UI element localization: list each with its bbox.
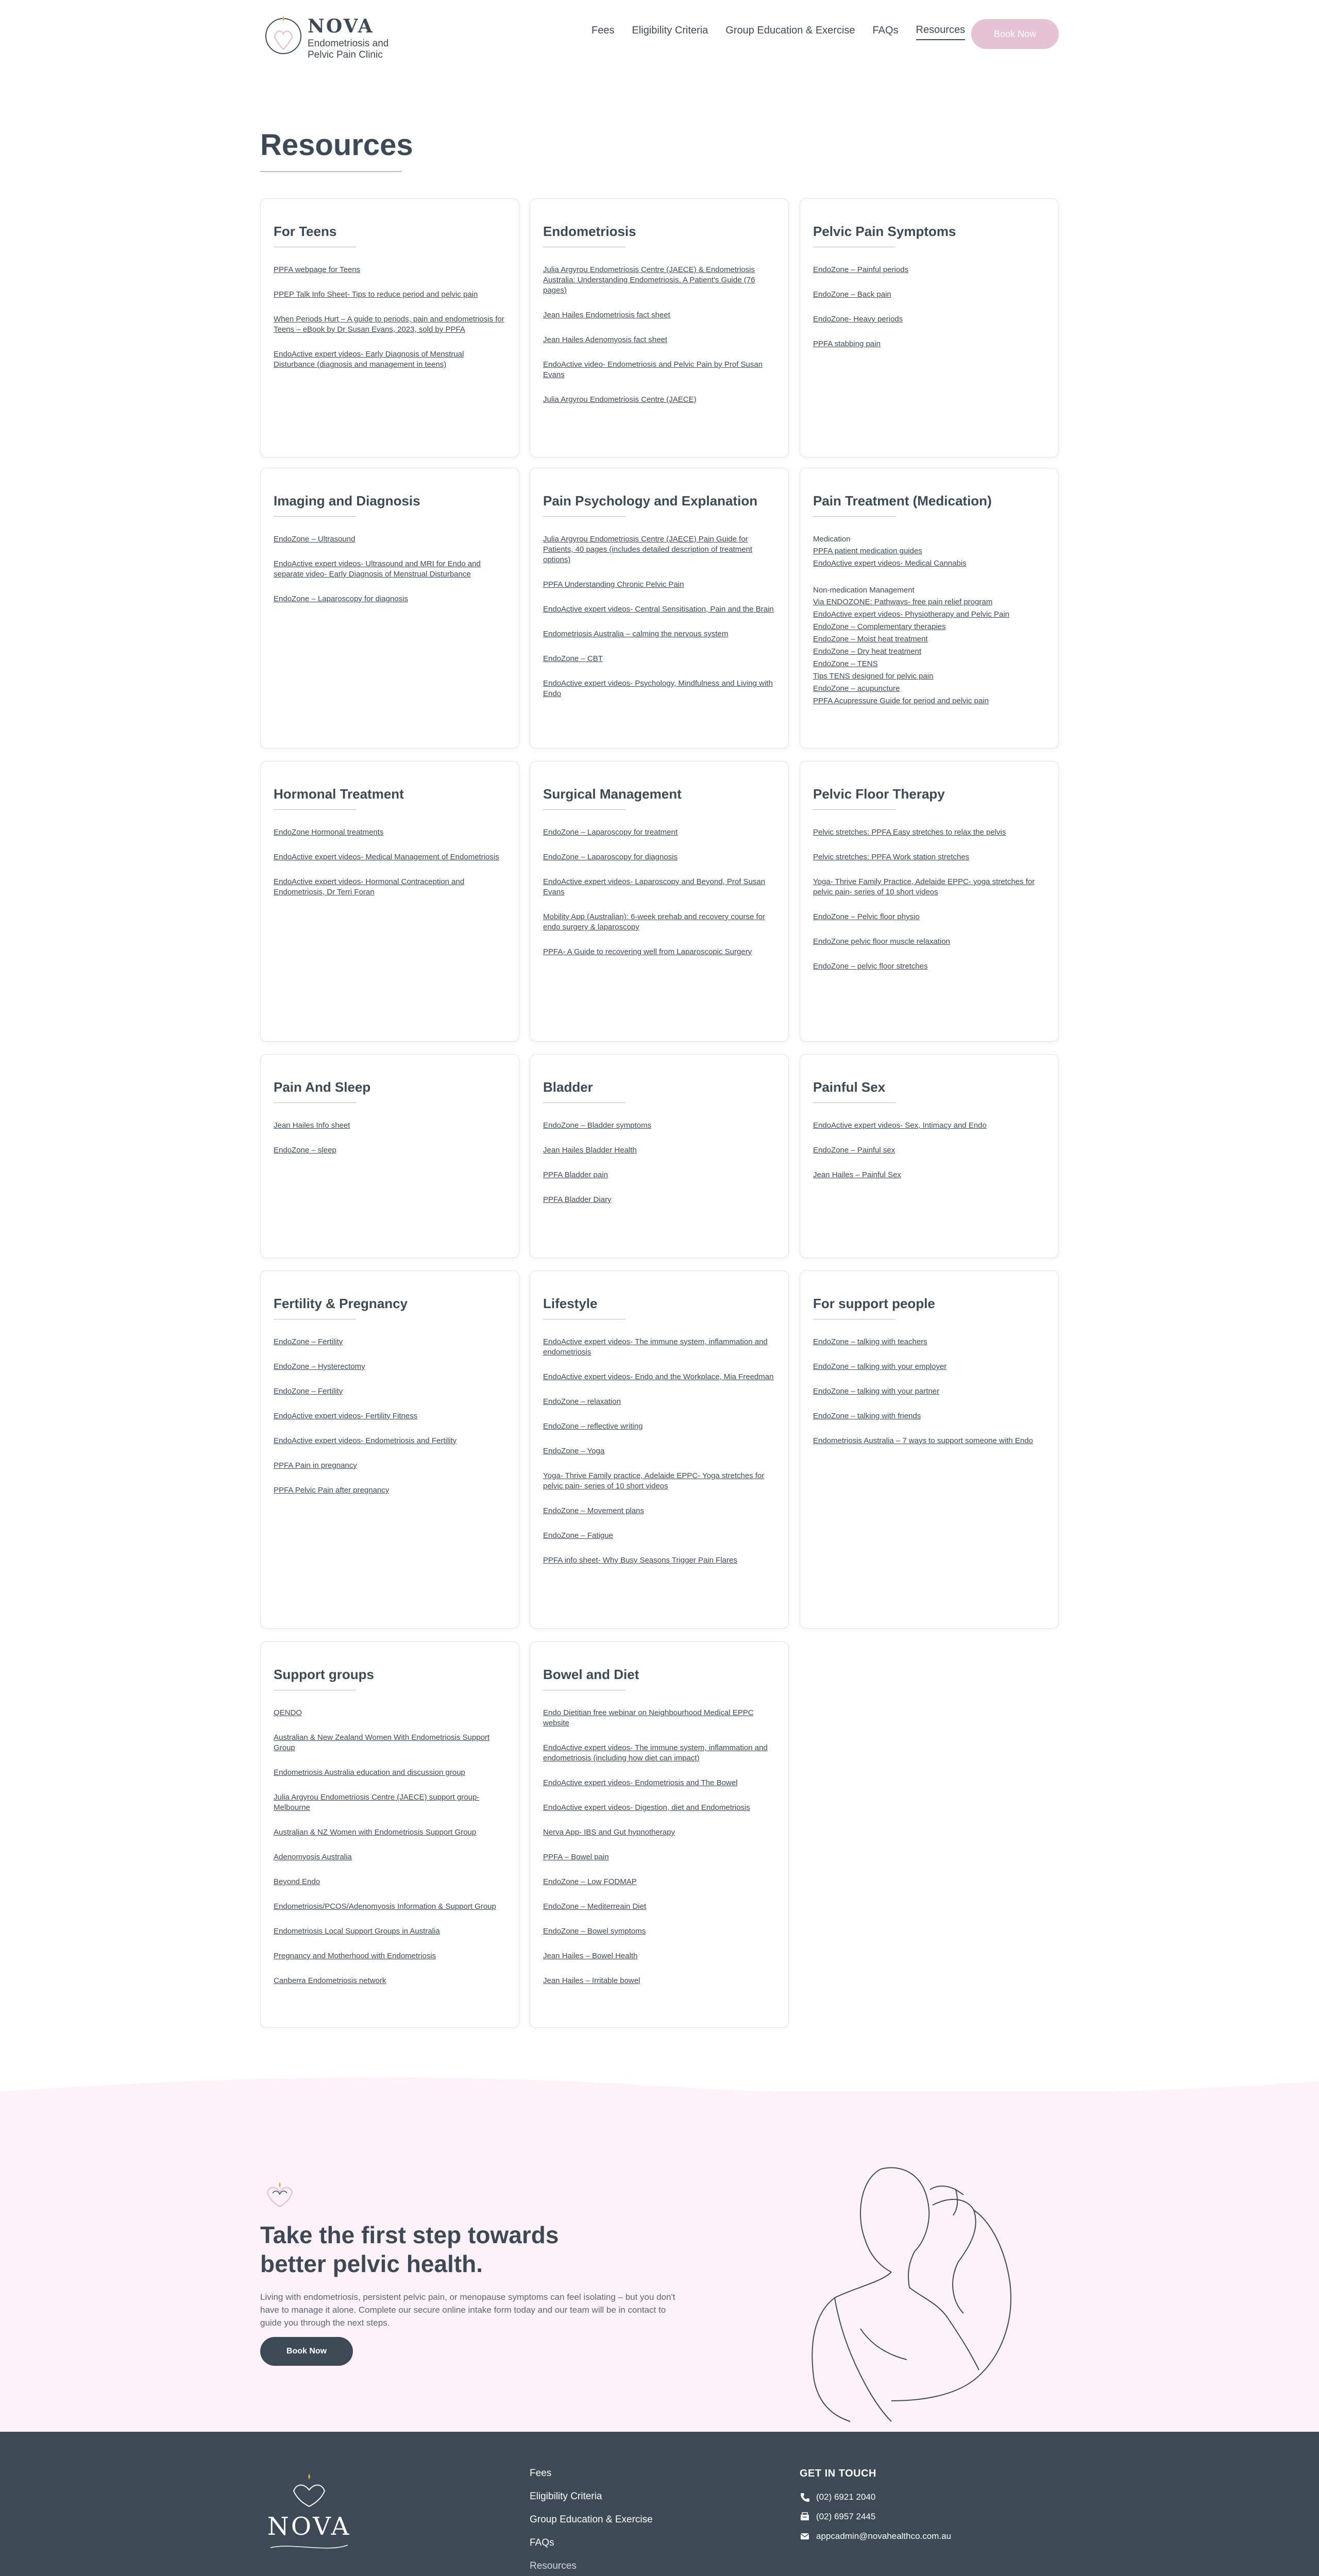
brand-name: NOVA: [308, 15, 374, 37]
card-links: [813, 534, 1045, 708]
resource-link[interactable]: EndoActive video- Endometriosis and Pelvic Pain by Prof Susan Evans: [543, 360, 763, 379]
fax-row: [800, 2512, 951, 2522]
resource-link[interactable]: EndoZone- Heavy periods: [813, 315, 903, 324]
resource-card: [530, 198, 789, 457]
resource-link[interactable]: EndoActive expert videos- Physiotherapy and Pelvic Pain: [813, 610, 1010, 619]
card-title-rule: [813, 809, 895, 810]
card-links: [813, 1121, 1045, 1195]
card-links: [274, 1708, 506, 2001]
resource-link[interactable]: Julia Argyrou Endometriosis Centre (JAECE) support group- Melbourne: [274, 1793, 480, 1812]
resource-card: [260, 1641, 519, 2028]
resource-link[interactable]: EndoZone – acupuncture: [813, 684, 900, 693]
card-links: [543, 265, 775, 419]
resource-link[interactable]: EndoZone – Bowel symptoms: [543, 1927, 646, 1936]
resource-link[interactable]: PPFA info sheet- Why Busy Seasons Trigger Pain Flares: [543, 1556, 737, 1565]
card-title-rule: [813, 516, 895, 517]
footer-link-faqs[interactable]: FAQs: [530, 2537, 554, 2548]
phone-number: (02) 6921 2040: [816, 2492, 876, 2502]
footer-lotus-logo-icon: [260, 2470, 358, 2558]
resource-link[interactable]: Endometriosis Local Support Groups in Australia: [274, 1927, 440, 1936]
resource-link[interactable]: Jean Hailes Endometriosis fact sheet: [543, 311, 670, 319]
resource-link[interactable]: PPFA Understanding Chronic Pelvic Pain: [543, 580, 684, 589]
resource-link[interactable]: EndoZone – TENS: [813, 659, 878, 668]
resource-link[interactable]: Jean Hailes Adenomyosis fact sheet: [543, 335, 667, 344]
resource-link[interactable]: EndoZone – Low FODMAP: [543, 1877, 637, 1886]
title-underline: [260, 171, 402, 172]
resource-link[interactable]: EndoZone – CBT: [543, 654, 603, 663]
resource-link[interactable]: EndoZone – Ultrasound: [274, 535, 356, 544]
card-title: Support groups: [274, 1667, 374, 1682]
footer-link-resources[interactable]: Resources: [530, 2561, 577, 2571]
main-nav: [591, 22, 965, 42]
resource-link[interactable]: EndoZone – Dry heat treatment: [813, 647, 922, 656]
resource-link[interactable]: EndoZone – talking with teachers: [813, 1337, 927, 1346]
card-title: Endometriosis: [543, 224, 636, 239]
resource-link[interactable]: EndoActive expert videos- Fertility Fitness: [274, 1412, 418, 1420]
card-links: [543, 827, 775, 972]
resource-link[interactable]: EndoZone – relaxation: [543, 1397, 621, 1406]
resource-link[interactable]: PPEP Talk Info Sheet- Tips to reduce period and pelvic pain: [274, 290, 478, 299]
resource-card: [260, 198, 519, 457]
resource-card: [530, 1641, 789, 2028]
resource-link[interactable]: Julia Argyrou Endometriosis Centre (JAECE) Pain Guide for Patients, 40 pages (includes detailed description of treatment options): [543, 535, 753, 564]
resource-link[interactable]: EndoActive expert videos- Central Sensitisation, Pain and the Brain: [543, 605, 774, 614]
resource-link[interactable]: EndoZone – Back pain: [813, 290, 891, 299]
card-title: For support people: [813, 1296, 935, 1311]
resource-link[interactable]: Endometriosis/PCOS/Adenomyosis Information & Support Group: [274, 1902, 496, 1911]
resource-link[interactable]: Via ENDOZONE: Pathways- free pain relief program: [813, 598, 993, 606]
footer-link-fees[interactable]: Fees: [530, 2468, 552, 2479]
nav-eligibility[interactable]: Eligibility Criteria: [632, 24, 708, 36]
resource-card: [530, 1054, 789, 1258]
resource-link[interactable]: QENDO: [274, 1708, 302, 1717]
resource-link[interactable]: EndoZone – Painful periods: [813, 265, 909, 274]
footer-link-eligibility[interactable]: Eligibility Criteria: [530, 2491, 602, 2502]
resource-link[interactable]: EndoZone – reflective writing: [543, 1422, 643, 1431]
resource-link[interactable]: EndoZone – talking with your partner: [813, 1387, 940, 1396]
card-links: [813, 265, 1045, 364]
resource-link[interactable]: EndoActive expert videos- Hormonal Contraception and Endometriosis, Dr Terri Foran: [274, 877, 465, 896]
resource-card: [530, 1270, 789, 1629]
resource-card: [800, 468, 1059, 749]
footer-nav: [530, 2468, 653, 2576]
subheading-non-medication: Non-medication Management: [813, 586, 915, 595]
card-title: Surgical Management: [543, 786, 682, 802]
card-links: [274, 827, 506, 912]
cta-title: Take the first step towards better pelvic health.: [260, 2222, 559, 2277]
resource-link[interactable]: Pregnancy and Motherhood with Endometriosis: [274, 1952, 436, 1960]
resource-link[interactable]: EndoActive expert videos- The immune system, inflammation and endometriosis (including how diet can impact): [543, 1743, 768, 1762]
resource-link[interactable]: EndoActive expert videos- Endometriosis and The Bowel: [543, 1778, 738, 1787]
resource-link[interactable]: EndoActive expert videos- Sex, Intimacy and Endo: [813, 1121, 987, 1130]
footer-contact: [800, 2468, 951, 2551]
card-title-rule: [274, 516, 356, 517]
resource-link[interactable]: PPFA webpage for Teens: [274, 265, 361, 274]
cta-text: Living with endometriosis, persistent pelvic pain, or menopause symptoms can feel isolating – but you don't have to manage it alone. Complete our secure online intake form today and our team will be in contact to guide you through the next steps.: [260, 2292, 675, 2328]
nav-resources[interactable]: Resources: [916, 24, 966, 40]
resource-link[interactable]: EndoZone – Laparoscopy for diagnosis: [274, 595, 409, 603]
resource-link[interactable]: Yoga- Thrive Family practice, Adelaide EPPC- Yoga stretches for pelvic pain- series of 10 short videos: [543, 1471, 765, 1490]
resource-link[interactable]: EndoActive expert videos- Early Diagnosis of Menstrual Disturbance (diagnosis and management in teens): [274, 350, 464, 369]
card-title: Pelvic Floor Therapy: [813, 786, 945, 802]
resource-link[interactable]: PPFA Pain in pregnancy: [274, 1461, 357, 1470]
resource-link[interactable]: Endometriosis Australia – 7 ways to support someone with Endo: [813, 1436, 1033, 1445]
resource-link[interactable]: EndoZone – Fertility: [274, 1387, 343, 1396]
resource-card: [530, 468, 789, 749]
resource-link[interactable]: Australian & NZ Women with Endometriosis Support Group: [274, 1828, 477, 1837]
resource-link[interactable]: EndoZone – Laparoscopy for diagnosis: [543, 853, 678, 861]
footer-logo[interactable]: [260, 2470, 358, 2558]
contact-heading: GET IN TOUCH: [800, 2468, 876, 2479]
resource-link[interactable]: EndoZone – sleep: [274, 1146, 336, 1155]
card-title: Pain And Sleep: [274, 1079, 371, 1095]
nav-faqs[interactable]: FAQs: [872, 24, 899, 36]
resource-link[interactable]: PPFA – Bowel pain: [543, 1853, 609, 1861]
resource-link[interactable]: EndoActive expert videos- Endometriosis and Fertility: [274, 1436, 457, 1445]
fax-number: (02) 6957 2445: [816, 2512, 876, 2521]
resource-card: [260, 761, 519, 1042]
woman-line-art-illustration: [804, 2159, 1030, 2427]
card-links: [274, 1337, 506, 1510]
resource-link[interactable]: Pelvic stretches: PPFA Work station stretches: [813, 853, 970, 861]
resource-link[interactable]: EndoActive expert videos- Ultrasound and MRI for Endo and separate video- Early Diagnosis of Menstrual Disturbance: [274, 560, 481, 579]
card-title: Hormonal Treatment: [274, 786, 404, 802]
lotus-logo-icon: [260, 11, 307, 58]
card-title: Pain Treatment (Medication): [813, 493, 992, 509]
card-title-rule: [274, 809, 356, 810]
card-links: [274, 534, 506, 619]
resource-link[interactable]: EndoZone – Yoga: [543, 1447, 605, 1455]
resource-link[interactable]: Mobility App (Australian): 6-week prehab and recovery course for endo surgery & laparoscopy: [543, 912, 766, 931]
resource-link[interactable]: Tips TENS designed for pelvic pain: [813, 672, 934, 681]
resource-link[interactable]: EndoZone – Complementary therapies: [813, 622, 946, 631]
resource-link[interactable]: Endo Dietitian free webinar on Neighbourhood Medical EPPC website: [543, 1708, 754, 1727]
resource-link[interactable]: EndoZone – Moist heat treatment: [813, 635, 928, 643]
resource-link[interactable]: PPFA Pelvic Pain after pregnancy: [274, 1486, 390, 1495]
resource-link[interactable]: EndoZone – talking with your employer: [813, 1362, 947, 1371]
phone-row[interactable]: [800, 2492, 951, 2502]
resource-link[interactable]: EndoZone – Hysterectomy: [274, 1362, 365, 1371]
resource-link[interactable]: EndoZone – Painful sex: [813, 1146, 895, 1155]
card-links: [274, 265, 506, 384]
nav-fees[interactable]: Fees: [591, 24, 615, 36]
resource-link[interactable]: EndoZone Hormonal treatments: [274, 828, 384, 837]
card-title: Imaging and Diagnosis: [274, 493, 420, 509]
resource-link[interactable]: PPFA Bladder Diary: [543, 1195, 612, 1204]
resource-card: [530, 761, 789, 1042]
card-title-rule: [543, 809, 625, 810]
resource-link[interactable]: EndoActive expert videos- Medical Management of Endometriosis: [274, 853, 499, 861]
card-title: Bladder: [543, 1079, 593, 1095]
card-links: [543, 1121, 775, 1219]
card-title-rule: [543, 516, 625, 517]
logo[interactable]: [260, 11, 394, 58]
resource-card: [800, 1054, 1059, 1258]
resource-link[interactable]: EndoActive expert videos- Endo and the Workplace, Mia Freedman: [543, 1372, 774, 1381]
email-address: appcadmin@novahealthco.com.au: [816, 2531, 952, 2541]
resource-link[interactable]: Endometriosis Australia – calming the nervous system: [543, 630, 729, 638]
card-title: Bowel and Diet: [543, 1667, 639, 1682]
card-title: For Teens: [274, 224, 337, 239]
email-row[interactable]: [800, 2531, 951, 2541]
lotus-heart-icon: [260, 2172, 299, 2211]
cta-book-button[interactable]: Book Now: [260, 2337, 353, 2366]
resource-link[interactable]: EndoZone – Laparoscopy for treatment: [543, 828, 678, 837]
resource-link[interactable]: EndoZone pelvic floor muscle relaxation: [813, 937, 950, 946]
resource-link[interactable]: Australian & New Zealand Women With Endometriosis Support Group: [274, 1733, 490, 1752]
resource-link[interactable]: Beyond Endo: [274, 1877, 320, 1886]
resource-link[interactable]: Jean Hailes Bladder Health: [543, 1146, 637, 1155]
resource-link[interactable]: Endometriosis Australia education and discussion group: [274, 1768, 465, 1777]
resource-link[interactable]: Yoga- Thrive Family Practice, Adelaide EPPC- yoga stretches for pelvic pain- series of 10 short videos: [813, 877, 1035, 896]
footer-link-group-education[interactable]: Group Education & Exercise: [530, 2514, 653, 2525]
card-title: Lifestyle: [543, 1296, 598, 1311]
resource-card: [260, 1270, 519, 1629]
resource-link[interactable]: EndoActive expert videos- Laparoscopy and Beyond, Prof Susan Evans: [543, 877, 766, 896]
resource-link[interactable]: EndoActive expert videos- The immune system, inflammation and endometriosis: [543, 1337, 768, 1357]
email-icon: [800, 2531, 810, 2541]
book-now-button[interactable]: Book Now: [971, 19, 1059, 49]
card-title: Fertility & Pregnancy: [274, 1296, 408, 1311]
resource-link[interactable]: Pelvic stretches: PPFA Easy stretches to relax the pelvis: [813, 828, 1006, 837]
resource-link[interactable]: PPFA Bladder pain: [543, 1171, 608, 1179]
phone-icon: [800, 2492, 810, 2502]
resource-link[interactable]: PPFA Acupressure Guide for period and pelvic pain: [813, 697, 989, 705]
resource-card: [260, 468, 519, 749]
card-links: [543, 1708, 775, 2001]
card-title: Pain Psychology and Explanation: [543, 493, 758, 509]
resource-card: [800, 198, 1059, 457]
resource-link[interactable]: EndoZone – Movement plans: [543, 1506, 644, 1515]
resource-link[interactable]: Jean Hailes – Irritable bowel: [543, 1976, 640, 1985]
footer-logo-text: NOVA: [267, 2512, 351, 2541]
resource-link[interactable]: Jean Hailes – Painful Sex: [813, 1171, 901, 1179]
resource-link[interactable]: EndoZone – Pelvic floor physio: [813, 912, 920, 921]
brand-subtitle: Endometriosis and Pelvic Pain Clinic: [308, 38, 389, 60]
resource-link[interactable]: Jean Hailes Info sheet: [274, 1121, 350, 1130]
page-title: Resources: [260, 128, 413, 162]
resource-link[interactable]: EndoZone – Fatigue: [543, 1531, 613, 1540]
resource-link[interactable]: EndoActive expert videos- Psychology, Mindfulness and Living with Endo: [543, 679, 773, 698]
card-links: [813, 827, 1045, 986]
resource-link[interactable]: When Periods Hurt – A guide to periods, pain and endometriosis for Teens – eBook by Dr Susan Evans, 2023, sold by PPFA: [274, 315, 504, 334]
card-links: [813, 1337, 1045, 1461]
card-links: [543, 1337, 775, 1580]
resource-link[interactable]: PPFA- A Guide to recovering well from Laparoscopic Surgery: [543, 947, 752, 956]
resource-link[interactable]: EndoActive expert videos- Medical Cannabis: [813, 559, 967, 568]
resource-card: [800, 1270, 1059, 1629]
resource-link[interactable]: EndoZone – pelvic floor stretches: [813, 962, 928, 971]
card-title: Pelvic Pain Symptoms: [813, 224, 956, 239]
resource-link[interactable]: PPFA patient medication guides: [813, 547, 922, 555]
site-header: [0, 0, 1319, 67]
resource-link[interactable]: Julia Argyrou Endometriosis Centre (JAECE) & Endometriosis Australia: Understanding Endometriosis. A Patient's Guide (76 pages): [543, 265, 755, 295]
resource-link[interactable]: Adenomyosis Australia: [274, 1853, 352, 1861]
resource-link[interactable]: Nerva App- IBS and Gut hypnotherapy: [543, 1828, 675, 1837]
resource-link[interactable]: EndoActive expert videos- Digestion, diet and Endometriosis: [543, 1803, 750, 1812]
resource-link[interactable]: EndoZone – Fertility: [274, 1337, 343, 1346]
site-footer: [0, 2432, 1319, 2576]
resource-link[interactable]: EndoZone – Bladder symptoms: [543, 1121, 652, 1130]
subheading-medication: Medication: [813, 535, 851, 544]
resource-link[interactable]: PPFA stabbing pain: [813, 340, 881, 348]
card-title: Painful Sex: [813, 1079, 886, 1095]
cta-section: [0, 2092, 1319, 2432]
resource-link[interactable]: Julia Argyrou Endometriosis Centre (JAECE): [543, 395, 697, 404]
fax-icon: [800, 2512, 810, 2522]
resource-link[interactable]: Canberra Endometriosis network: [274, 1976, 386, 1985]
resource-card: [800, 761, 1059, 1042]
resource-link[interactable]: Jean Hailes – Bowel Health: [543, 1952, 638, 1960]
resource-link[interactable]: EndoZone – talking with friends: [813, 1412, 921, 1420]
resource-link[interactable]: EndoZone – Mediterreain Diet: [543, 1902, 647, 1911]
resource-card: [260, 1054, 519, 1258]
card-links: [543, 534, 775, 714]
nav-group-education[interactable]: Group Education & Exercise: [725, 24, 855, 36]
card-links: [274, 1121, 506, 1170]
